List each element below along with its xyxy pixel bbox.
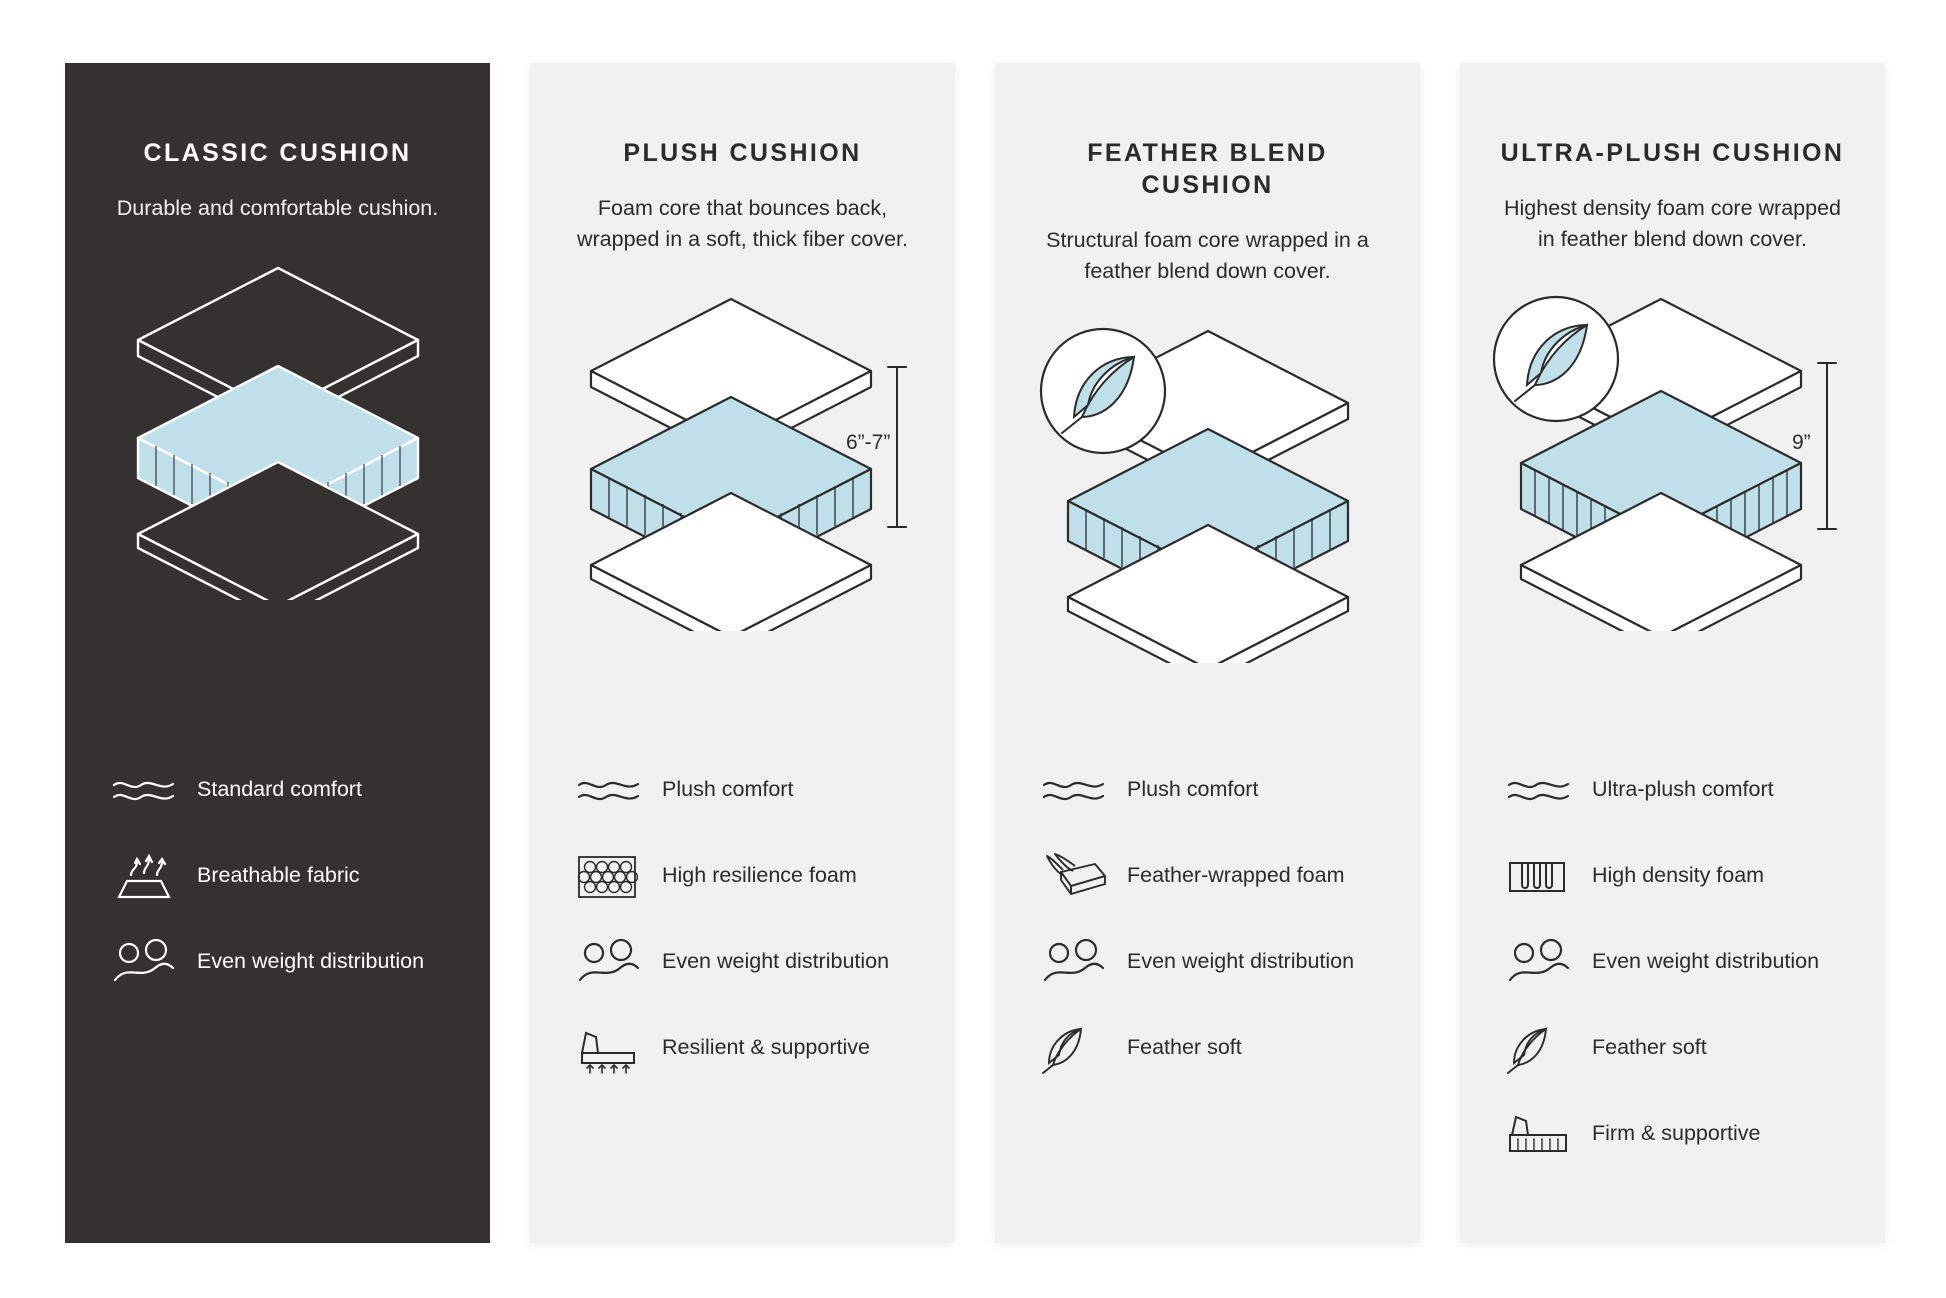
card-title: ULTRA-PLUSH CUSHION: [1500, 139, 1845, 167]
chaise-support-icon: [1506, 1107, 1582, 1163]
cushion-illustration-wrap: [995, 313, 1420, 673]
feature-item: [1506, 1107, 1855, 1163]
feature-item: [1506, 935, 1855, 991]
feature-label: Feather soft: [1127, 1035, 1242, 1059]
feature-label: Even weight distribution: [197, 949, 425, 973]
honeycomb-foam-icon: [576, 849, 652, 905]
feather-badge-icon: [1041, 329, 1165, 453]
card-description: Foam core that bounces back, wrapped in a soft, thick fiber cover.: [576, 196, 909, 251]
feature-item: [111, 849, 460, 905]
feature-label: Feather soft: [1592, 1035, 1707, 1059]
feather-badge-icon: [1494, 297, 1618, 421]
feature-item: [1041, 763, 1390, 819]
feature-item: [1506, 763, 1855, 819]
feature-item: [1041, 849, 1390, 905]
feature-item: [1041, 1021, 1390, 1077]
feature-label: Plush comfort: [662, 777, 794, 801]
feature-item: [111, 763, 460, 819]
wave-comfort-icon: [576, 763, 652, 819]
cushion-layers-illustration: [88, 250, 468, 600]
wave-comfort-icon: [111, 763, 187, 819]
even-weight-distribution-icon: [1041, 935, 1117, 991]
chaise-support-icon: [576, 1021, 652, 1077]
feature-label: Even weight distribution: [1592, 949, 1820, 973]
feature-item: [1506, 849, 1855, 905]
card-title: CLASSIC CUSHION: [143, 139, 412, 167]
card-description: Structural foam core wrapped in a feather blend down cover.: [1046, 228, 1369, 283]
card-title: FEATHER BLEND CUSHION: [1087, 139, 1328, 199]
feather-icon: [1506, 1021, 1582, 1077]
card-description: Highest density foam core wrapped in feather blend down cover.: [1503, 196, 1841, 251]
feature-item: [111, 935, 460, 991]
feature-label: Plush comfort: [1127, 777, 1259, 801]
feature-item: [1506, 1021, 1855, 1077]
feature-item: [576, 1021, 925, 1077]
cushion-layers-illustration: [1018, 313, 1398, 663]
card-plush-cushion[interactable]: [530, 63, 955, 1243]
high-density-foam-icon: [1506, 849, 1582, 905]
features-list: [1506, 763, 1855, 1193]
even-weight-distribution-icon: [576, 935, 652, 991]
even-weight-distribution-icon: [111, 935, 187, 991]
feature-label: Resilient & supportive: [662, 1035, 870, 1059]
feature-label: Even weight distribution: [1127, 949, 1355, 973]
feature-label: Even weight distribution: [662, 949, 890, 973]
cushion-layers-illustration: [553, 281, 933, 631]
feature-label: Firm & supportive: [1592, 1121, 1761, 1145]
breathable-fabric-icon: [111, 849, 187, 905]
card-ultra-plush-cushion[interactable]: [1460, 63, 1885, 1243]
feature-label: Ultra-plush comfort: [1592, 777, 1774, 801]
cushion-illustration-wrap: [65, 250, 490, 610]
feather-icon: [1041, 1021, 1117, 1077]
features-list: [576, 763, 925, 1107]
card-title: PLUSH CUSHION: [623, 139, 862, 167]
feature-label: Feather-wrapped foam: [1127, 863, 1345, 887]
cushion-illustration-wrap: [530, 281, 955, 641]
card-description: Durable and comfortable cushion.: [116, 196, 439, 220]
feature-item: [576, 763, 925, 819]
wave-comfort-icon: [1041, 763, 1117, 819]
wave-comfort-icon: [1506, 763, 1582, 819]
feature-label: Standard comfort: [197, 777, 362, 801]
features-list: [111, 763, 460, 1021]
feature-item: [1041, 935, 1390, 991]
feature-label: Breathable fabric: [197, 863, 360, 887]
feature-label: High resilience foam: [662, 863, 857, 887]
feather-wrapped-foam-icon: [1041, 849, 1117, 905]
even-weight-distribution-icon: [1506, 935, 1582, 991]
features-list: [1041, 763, 1390, 1107]
feature-item: [576, 935, 925, 991]
cushion-layers-illustration: [1483, 281, 1863, 631]
feature-label: High density foam: [1592, 863, 1765, 887]
feature-item: [576, 849, 925, 905]
dimension-label: 9”: [1792, 431, 1811, 454]
cushion-illustration-wrap: [1460, 281, 1885, 641]
card-classic-cushion[interactable]: [65, 63, 490, 1243]
card-feather-blend-cushion[interactable]: [995, 63, 1420, 1243]
dimension-label: 6”-7”: [846, 431, 891, 454]
